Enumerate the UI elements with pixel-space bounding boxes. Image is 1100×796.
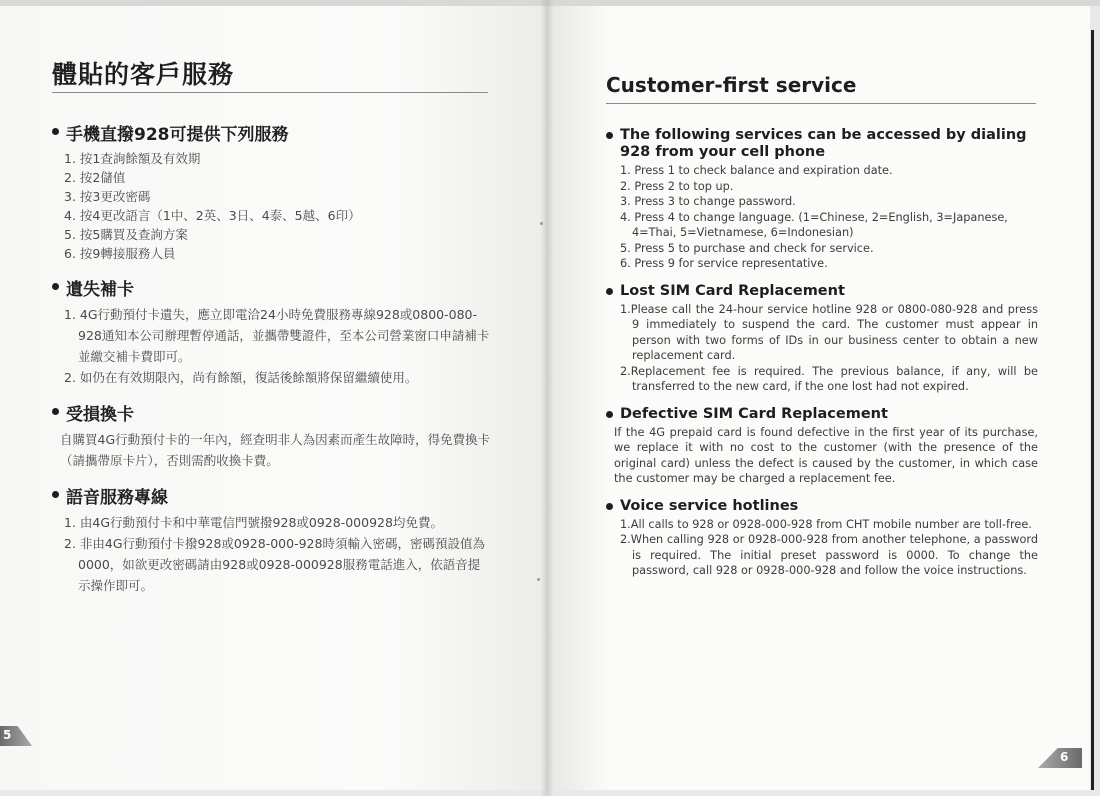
right-column (606, 116, 1038, 579)
bullet-icon (52, 408, 59, 415)
list-item: 2.Replacement fee is required. The previous balance, if any, will be transferred to the new card, if the one lost had not expired. (620, 364, 1038, 393)
list-item: 3. Press 3 to change password. (620, 195, 796, 208)
paragraph: 自購買4G行動預付卡的一年內，經查明非人為因素而產生故障時，得免費換卡（請攜帶原卡片），否則需酌收換卡費。 (60, 432, 491, 468)
bullet-icon (606, 503, 613, 510)
lost-card-list (52, 304, 492, 388)
page-fold (540, 0, 554, 796)
title-rule (606, 103, 1036, 104)
paragraph: If the 4G prepaid card is found defective in the first year of its purchase, we replace it with no cost to the customer (with the presence of the original card) unless the defect is caused by the customer, in which case the customer may be charged a replacement fee. (614, 425, 1038, 485)
list-item: 1. 4G行動預付卡遺失，應立即電洽24小時免費服務專線928或0800-080-928通知本公司辦理暫停通話，並攜帶雙證件，至本公司營業窗口申請補卡並繳交補卡費即可。 (64, 307, 490, 364)
section-heading: 語音服務專線 (52, 483, 492, 508)
section-heading: Lost SIM Card Replacement (606, 283, 1038, 300)
section-heading: Voice service hotlines (606, 498, 1038, 515)
services-list (52, 149, 492, 263)
section-heading: Defective SIM Card Replacement (606, 406, 1038, 423)
list-item: 3. 按3更改密碼 (64, 189, 151, 204)
list-item: 6. Press 9 for service representative. (620, 257, 828, 270)
bullet-icon (52, 283, 59, 290)
list-item: 2. 按2儲值 (64, 170, 126, 185)
section-heading: 受損換卡 (52, 400, 492, 425)
list-item: 5. Press 5 to purchase and check for service. (620, 241, 874, 255)
left-column (52, 108, 492, 596)
list-item: 4. 按4更改語言（1中、2英、3日、4泰、5越、6印） (64, 208, 361, 223)
section-heading: 手機直撥928可提供下列服務 (52, 120, 492, 145)
list-item: 1.All calls to 928 or 0928-000-928 from CHT mobile number are toll-free. (620, 517, 1032, 531)
scan-speck (537, 578, 540, 581)
page-title-en: Customer-first service (606, 73, 857, 97)
list-item: 1.Please call the 24-hour service hotline 928 or 0800-080-928 and press 9 immediately to suspend the card. The customer must appear in person with two forms of IDs in our business center to obtain a new replacement card. (620, 302, 1038, 362)
right-edge (1091, 30, 1094, 790)
list-item: 2.When calling 928 or 0928-000-928 from another telephone, a password is required. The initial preset password is 0000. To change the password, call 928 or 0928-000-928 and follow the voice instructions. (620, 533, 1038, 577)
list-item: 2. 如仍在有效期限內，尚有餘額，復話後餘額將保留繼續使用。 (64, 370, 418, 385)
lost-card-list (606, 302, 1038, 395)
section-heading: 遺失補卡 (52, 275, 492, 300)
bullet-icon (52, 128, 59, 135)
page-number: 5 (3, 728, 12, 742)
bullet-icon (606, 411, 613, 418)
page-title-zh: 體貼的客戶服務 (52, 60, 235, 89)
scan-speck (540, 222, 543, 225)
list-item: 1. Press 1 to check balance and expiration date. (620, 164, 893, 177)
list-item: 2. 非由4G行動預付卡撥928或0928-000-928時須輸入密碼，密碼預設值為0000，如欲更改密碼請由928或0928-000928服務電話進入，依語音提示操作即可。 (64, 536, 485, 593)
voice-hotline-list (606, 517, 1038, 579)
services-list (606, 163, 1038, 272)
bullet-icon (606, 132, 613, 139)
page-number: 6 (1060, 750, 1069, 764)
bullet-icon (606, 288, 613, 295)
list-item: 2. Press 2 to top up. (620, 179, 734, 193)
list-item: 5. 按5購買及查詢方案 (64, 227, 188, 242)
list-item: 4. Press 4 to change language. (1=Chinese, 2=English, 3=Japanese, 4=Thai, 5=Vietnamese, 6=Indonesian) (620, 210, 1008, 239)
list-item: 1. 由4G行動預付卡和中華電信門號撥928或0928-000928均免費。 (64, 515, 443, 530)
section-heading: The following services can be accessed by dialing 928 from your cell phone (606, 127, 1038, 161)
voice-hotline-list (52, 512, 492, 596)
title-rule (52, 92, 488, 93)
bullet-icon (52, 491, 59, 498)
list-item: 1. 按1查詢餘額及有效期 (64, 151, 201, 166)
list-item: 6. 按9轉接服務人員 (64, 246, 176, 261)
